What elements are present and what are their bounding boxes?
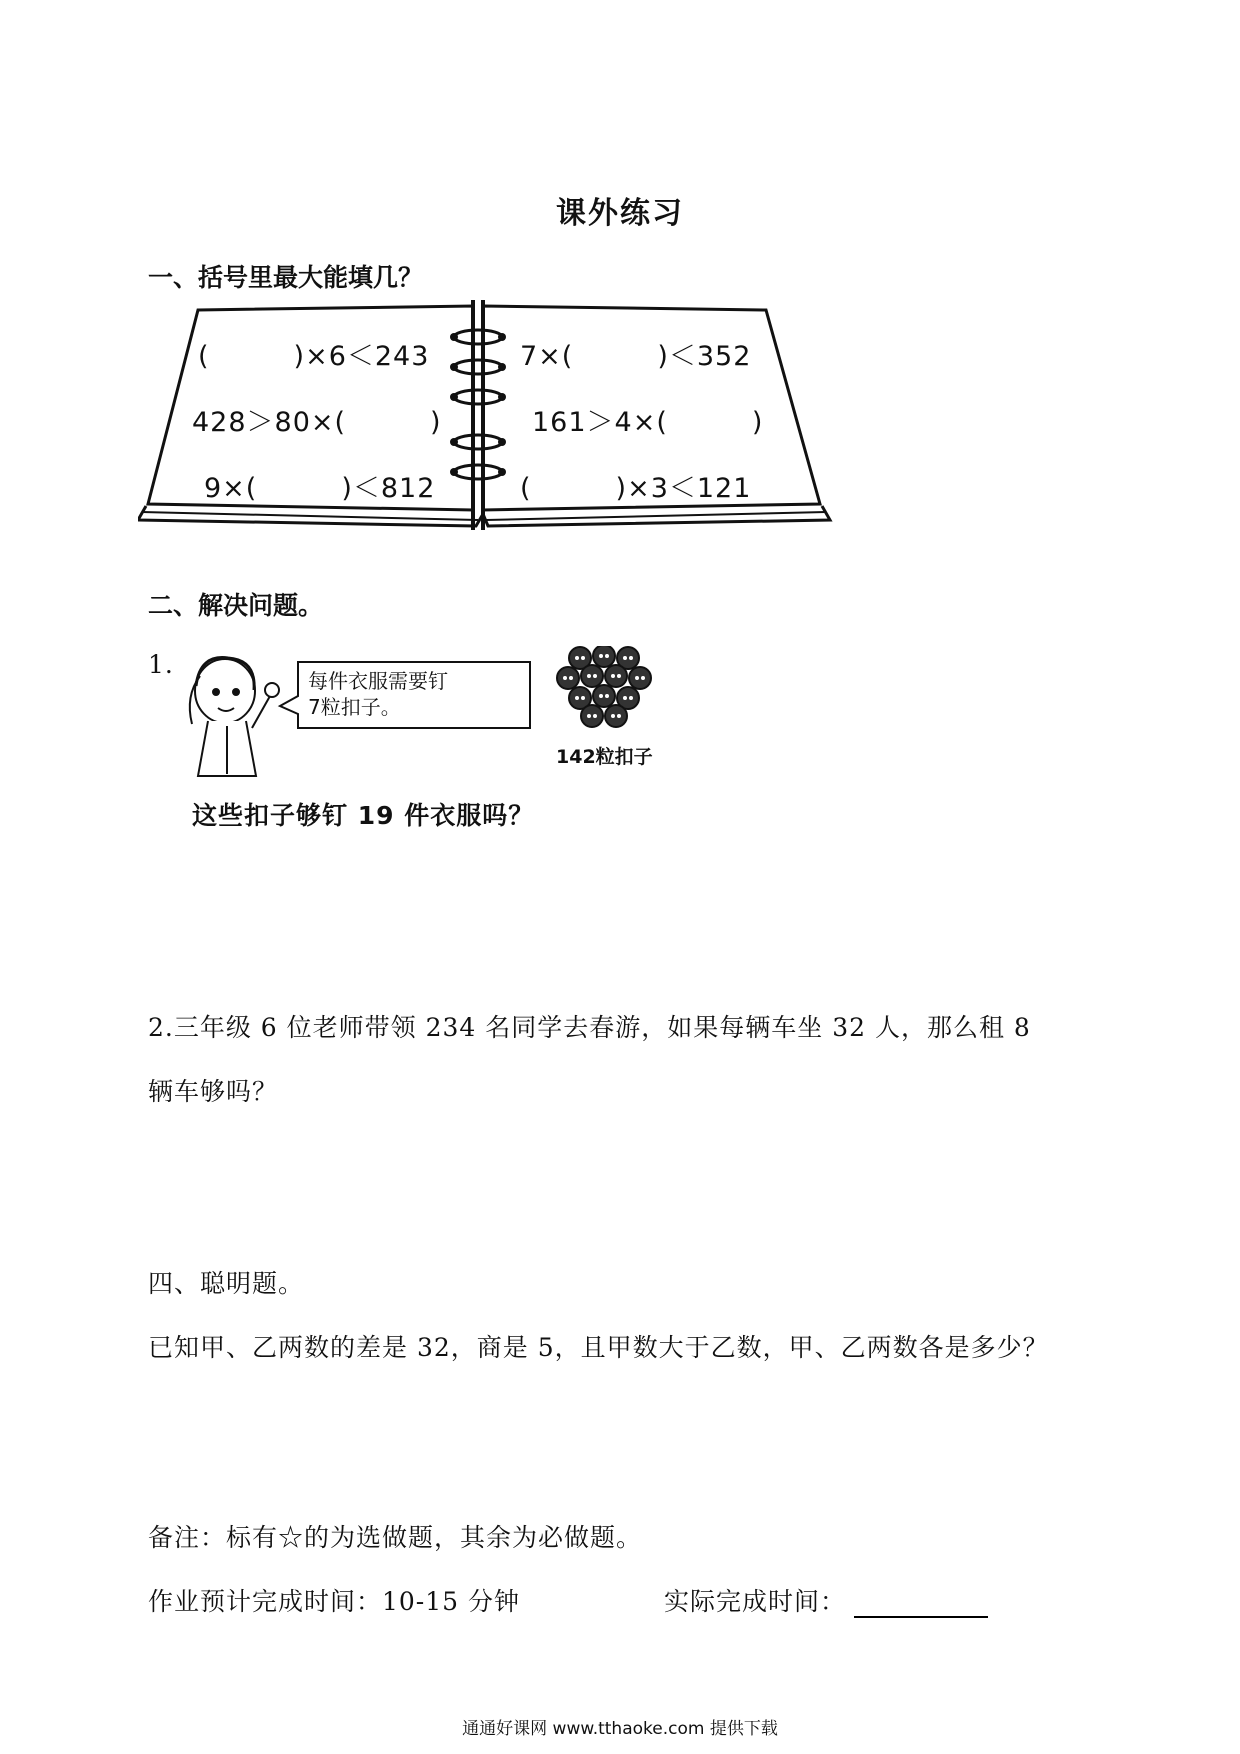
q1-speech-bubble: [308, 668, 448, 720]
q2-line-1: 2.三年级 6 位老师带领 234 名同学去春游，如果每辆车坐 32 人，那么租 8: [148, 1013, 1031, 1042]
book-right-row-3: ( )×3＜121: [520, 473, 752, 504]
q1-speech-line-2: 7粒扣子。: [308, 695, 401, 719]
remark-note: 备注：标有☆的为选做题，其余为必做题。: [148, 1523, 643, 1552]
q1-buttons-label: 142粒扣子: [556, 746, 653, 768]
estimated-time: 作业预计完成时间：10-15 分钟: [148, 1587, 521, 1616]
book-left-row-2: 428＞80×( ): [192, 407, 442, 438]
page-title: 课外练习: [556, 196, 684, 231]
section1-heading: 一、括号里最大能填几？: [148, 263, 424, 292]
section4-question: 已知甲、乙两数的差是 32，商是 5，且甲数大于乙数，甲、乙两数各是多少？: [148, 1333, 1049, 1362]
book-right-row-2: 161＞4×( ): [532, 407, 764, 438]
book-left-row-1: ( )×6＜243: [198, 341, 430, 372]
q1-number: 1.: [148, 650, 174, 679]
book-left-row-3: 9×( )＜812: [204, 473, 436, 504]
q2-line-2: 辆车够吗？: [148, 1077, 279, 1106]
footer-credit: 通通好课网 www.tthaoke.com 提供下载: [462, 1719, 778, 1739]
section4-heading: 四、聪明题。: [148, 1269, 305, 1298]
actual-time-label: 实际完成时间：: [664, 1587, 847, 1616]
q1-speech-line-1: 每件衣服需要钉: [308, 669, 448, 693]
q1-question: 这些扣子够钉 19 件衣服吗？: [192, 801, 535, 830]
book-right-row-1: 7×( )＜352: [520, 341, 752, 372]
actual-time: [664, 1582, 988, 1618]
section2-heading: 二、解决问题。: [148, 591, 324, 620]
actual-time-blank[interactable]: [854, 1590, 988, 1618]
